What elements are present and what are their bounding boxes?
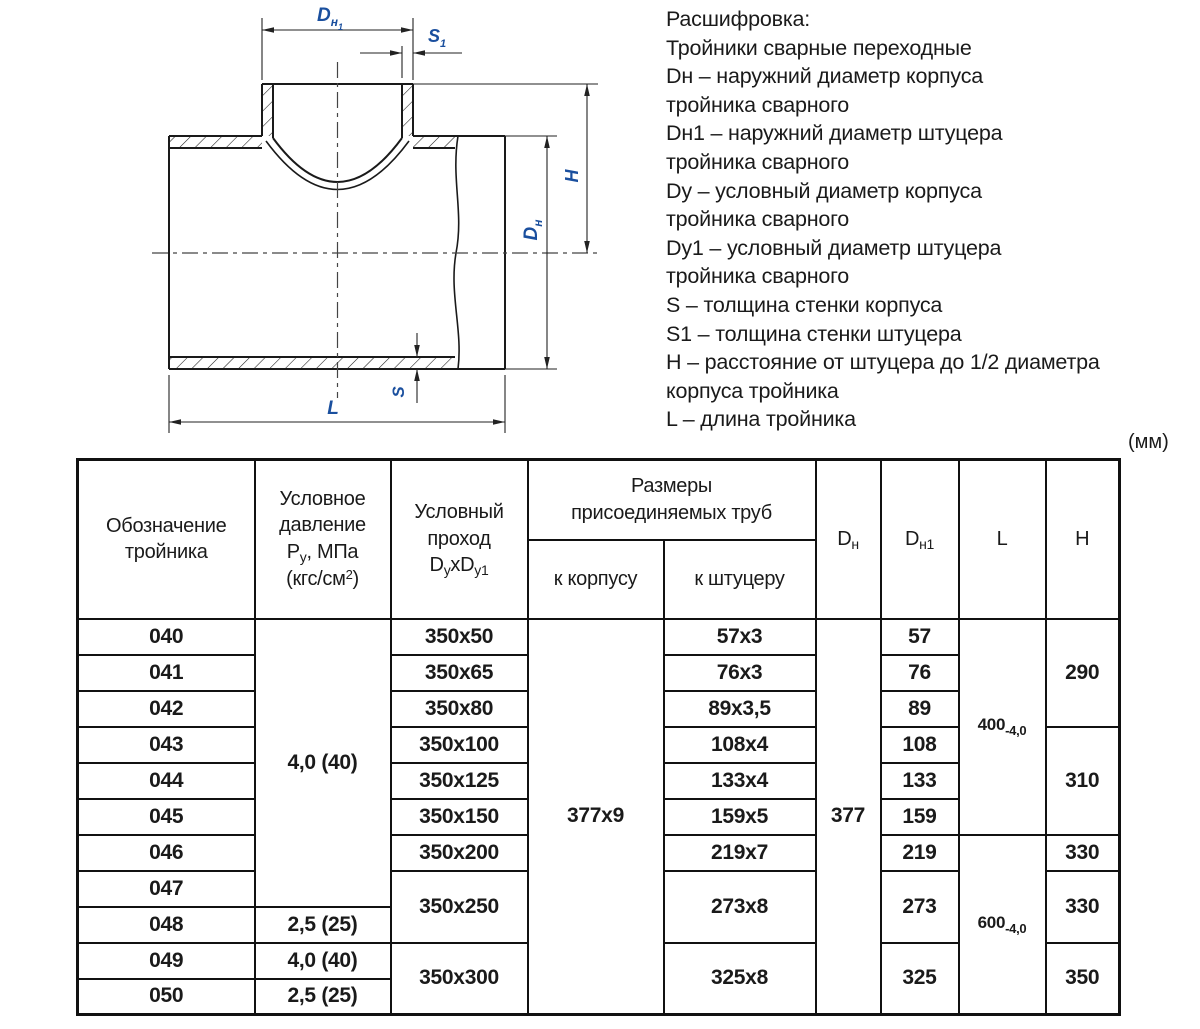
col-header-dn1: $D_{н1}$ — [881, 460, 959, 619]
table-cell: 045 — [78, 799, 255, 835]
legend-line: Расшифровка: — [666, 7, 811, 31]
table-cell: 2,5 (25) — [255, 907, 391, 943]
table-cell: 350x80 — [391, 691, 528, 727]
table-cell: 350x150 — [391, 799, 528, 835]
col-header-designation: Обозначение тройника — [78, 460, 255, 619]
table-body — [78, 619, 1120, 1015]
table-cell: 133x4 — [664, 763, 816, 799]
table-cell: 330 — [1046, 835, 1120, 871]
legend-line: Dу1 – условный диаметр штуцера — [666, 235, 1002, 260]
col-header-to-branch: к штуцеру — [664, 540, 816, 619]
col-header-h: H — [1046, 460, 1120, 619]
legend-line: L – длина тройника — [666, 407, 856, 432]
table-cell: 350x100 — [391, 727, 528, 763]
table-cell: 350x50 — [391, 619, 528, 655]
dim-label-dn: $D_н$ — [521, 219, 545, 241]
technical-drawing — [0, 0, 660, 460]
table-cell: 048 — [78, 907, 255, 943]
dim-label-s1: $S_1$ — [427, 26, 447, 50]
unit-note: (мм) — [1128, 431, 1169, 453]
table-cell: 89x3,5 — [664, 691, 816, 727]
table-row — [78, 619, 1120, 655]
dimensions-table — [76, 458, 1121, 1016]
table-cell: 350x65 — [391, 655, 528, 691]
table-cell: $600_{-4,0}$ — [959, 835, 1046, 1015]
table-cell: 108 — [881, 727, 959, 763]
table-cell: 159 — [881, 799, 959, 835]
col-header-pipes: Размеры присоединяемых труб — [528, 460, 816, 540]
table-cell: 89 — [881, 691, 959, 727]
table-cell: 044 — [78, 763, 255, 799]
col-header-pressure: Условное давление $P_у$, МПа $(кгс/см^2)$ — [255, 460, 391, 619]
col-header-l: L — [959, 460, 1046, 619]
table-cell: $400_{-4,0}$ — [959, 619, 1046, 835]
table-cell: 040 — [78, 619, 255, 655]
table-cell: 042 — [78, 691, 255, 727]
table-cell: 049 — [78, 943, 255, 979]
dim-label-h: H — [562, 169, 582, 183]
table-cell: 330 — [1046, 871, 1120, 943]
table-cell: 350 — [1046, 943, 1120, 1015]
table-cell: 325 — [881, 943, 959, 1015]
table-header — [78, 460, 1120, 619]
legend-line: S – толщина стенки корпуса — [666, 292, 943, 317]
table-cell: 325x8 — [664, 943, 816, 1015]
table-cell: 350x125 — [391, 763, 528, 799]
legend-line: H – расстояние от штуцера до 1/2 диаметра — [666, 350, 1100, 375]
table-cell: 219 — [881, 835, 959, 871]
legend-line: тройника сварного — [666, 92, 850, 117]
table-cell: 219x7 — [664, 835, 816, 871]
table-cell: 4,0 (40) — [255, 943, 391, 979]
table-cell: 310 — [1046, 727, 1120, 835]
table-cell: 57x3 — [664, 619, 816, 655]
legend-line: Dн – наружний диаметр корпуса — [666, 64, 984, 89]
legend-line: тройника сварного — [666, 264, 850, 289]
table-cell: 76 — [881, 655, 959, 691]
table-cell: 108x4 — [664, 727, 816, 763]
col-header-bore: Условный проход $D_уxD_{у1}$ — [391, 460, 528, 619]
table-cell: 050 — [78, 979, 255, 1015]
dim-label-l: L — [327, 398, 339, 419]
table-cell: 76x3 — [664, 655, 816, 691]
table-cell: 041 — [78, 655, 255, 691]
table-cell: 377 — [816, 619, 881, 1015]
table-cell: 046 — [78, 835, 255, 871]
table-cell: 290 — [1046, 619, 1120, 727]
legend — [666, 5, 1200, 434]
table-cell: 133 — [881, 763, 959, 799]
table-cell: 57 — [881, 619, 959, 655]
legend-line: S1 – толщина стенки штуцера — [666, 321, 962, 346]
table-cell: 4,0 (40) — [255, 619, 391, 907]
table-cell: 350x300 — [391, 943, 528, 1015]
legend-line: тройника сварного — [666, 149, 850, 174]
dim-label-s: S — [389, 386, 408, 398]
legend-line: Тройники сварные переходные — [666, 35, 972, 60]
table-cell: 273 — [881, 871, 959, 943]
dim-label-dn1: $D_{н1}$ — [317, 5, 343, 32]
legend-line: Dн1 – наружний диаметр штуцера — [666, 121, 1003, 146]
table-cell: 377x9 — [528, 619, 664, 1015]
legend-line: тройника сварного — [666, 207, 850, 232]
table-cell: 043 — [78, 727, 255, 763]
table-cell: 2,5 (25) — [255, 979, 391, 1015]
col-header-dn: $D_н$ — [816, 460, 881, 619]
table-cell: 047 — [78, 871, 255, 907]
table-cell: 273x8 — [664, 871, 816, 943]
table-cell: 350x250 — [391, 871, 528, 943]
legend-line: Dу – условный диаметр корпуса — [666, 178, 982, 203]
col-header-to-body: к корпусу — [528, 540, 664, 619]
legend-line: корпуса тройника — [666, 378, 839, 403]
table-cell: 159x5 — [664, 799, 816, 835]
table-cell: 350x200 — [391, 835, 528, 871]
